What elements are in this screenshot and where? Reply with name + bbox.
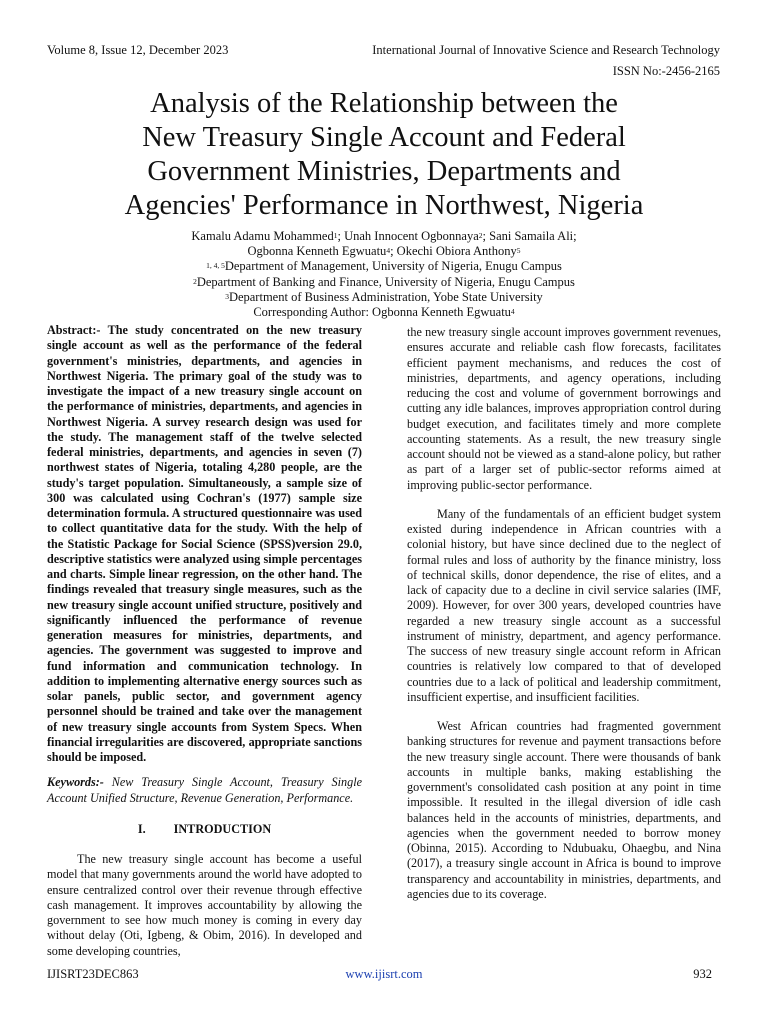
author-block [40,229,728,320]
title-line: Analysis of the Relationship between the [150,88,618,119]
title-line: New Treasury Single Account and Federal [142,122,626,153]
right-column [407,325,721,902]
paragraph: West African countries had fragmented government banking structures for revenue and payment transactions before the new treasury single account. There were thousands of bank accounts in multiple banks, making establishing the government's consolidated cash position at any point in time impossible. It resulted in the illegal diversion of idle cash balances held in the accounts of ministries, departments, and agencies when the government needed to borrow money (Obinna, 2015). According to Ndubuaku, Ohaegbu, and Nina (2017), a treasury single account in Africa is bound to improve transparency and accountability in ministries, departments, and agencies due to its coverage. [407,719,721,901]
header-issn: ISSN No:-2456-2165 [612,64,720,78]
title-line: Agencies' Performance in Northwest, Nigeria [124,190,644,221]
header-volume: Volume 8, Issue 12, December 2023 [47,43,229,57]
author-line-1: Kamalu Adamu Mohammed$^1$; Unah Innocent Ogbonnaya$^2$; Sani Samaila Ali; [191,229,577,243]
affiliation-2: $^2$Department of Banking and Finance, University of Nigeria, Enugu Campus [193,274,575,289]
footer-page-number: 932 [693,967,712,981]
affiliation-1: $^{1, 4, 5}$Department of Management, University of Nigeria, Enugu Campus [206,259,562,274]
section-heading: I. INTRODUCTION [137,821,272,836]
left-column [47,323,362,959]
header-journal: International Journal of Innovative Science and Research Technology [372,43,720,57]
abstract: Abstract:- The study concentrated on the new treasury single account as well as the performance of the federal government's ministries, departments, and agencies in Northwest Nigeria. The primary goal of the study was to investigate the impact of a new treasury single account on the performance of ministries, departments, and agencies in Northwest Nigeria. A survey research design was used for the study. The management staff of the twelve selected federal ministries, departments, and agencies in seven (7) northwest states of Nigeria, totaling 4,280 people, are the study's target population. Simultaneously, a sample size of 300 was calculated using Cochran's (1977) sample size determination formula. A structured questionnaire was used to collect quantitative data for the study. With the help of the Statistic Package for Social Science (SPSS)version 29.0, descriptive statistics were analyzed using simple percentages and charts. Simple linear regression, on the other hand. The findings revealed that treasury single measures, such as the new treasury single account unified structure, positively and significantly influenced the performance of revenue generation measures for ministries, departments, and agencies. The government was suggested to improve and fund information and communication technology. In addition to implementing alternative energy sources such as solar panels, public sector, and government agency personnel should be trained and take over the management of new treasury single accounts from System Specs. When financial irregularities are discovered, appropriate sanctions should be imposed. [47,323,362,764]
footer-url-link[interactable]: www.ijisrt.com [345,967,423,981]
keywords: Keywords:- New Treasury Single Account, Treasury Single Account Unified Structure, Revenue Generation, Performance. [47,775,362,805]
author-line-2: Ogbonna Kenneth Egwuatu$^4$; Okechi Obiora Anthony$^5$ [247,244,521,259]
paper-title [40,87,728,223]
corresponding-author: Corresponding Author: Ogbonna Kenneth Egwuatu$^4$ [253,305,515,320]
intro-paragraph: The new treasury single account has become a useful model that many governments around the world have adopted to ensure centralized control over their revenue through effective cash management. It improves accountability by allowing the government to see how much money is coming in every day without delay (Oti, Igbeng, & Obim, 2016). In developed and some developing countries, [47,852,362,958]
title-line: Government Ministries, Departments and [147,156,621,187]
paragraph: Many of the fundamentals of an efficient budget system existed during independence in African countries with a colonial history, but have since declined due to the neglect of formal rules and loss of authority by the finance ministry, loss of technical skills, donor dependence, the rise of elites, and a lack of capacity due to a decline in civil service salaries (IMF, 2009). However, for over 300 years, developed countries have regarded a new treasury single account as a successful instrument of ministry, department, and agency performance. The success of new treasury single account reform in African countries is relatively low compared to that of developed countries due to a lack of political and leadership commitment, insufficient expertise, and insufficient facilities. [407,506,721,704]
affiliation-3: $^3$Department of Business Administration, Yobe State University [225,289,543,304]
paragraph: the new treasury single account improves government revenues, ensures accurate and reliable cash flow forecasts, facilitates efficient payment mechanisms, and reduces the cost of ministries, departments, and agency operations, including reducing the cost and volume of government borrowings and cutting any idle balances, improves appropriation control during budget execution, and facilitates timely and more complete accounting statements. As a result, the new treasury single account should not be viewed as a stand-alone policy, but rather as part of a larger set of public-sector reforms aimed at improving public-sector performance. [407,325,721,492]
footer-code: IJISRT23DEC863 [47,967,139,981]
